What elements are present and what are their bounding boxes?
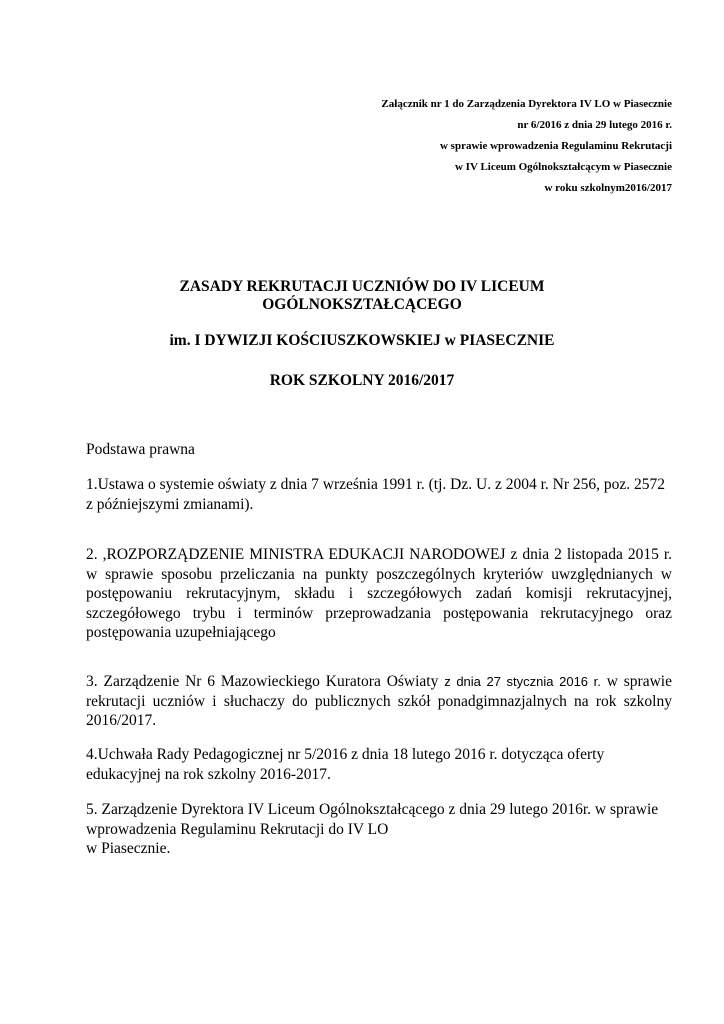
school-name: im. I DYWIZJI KOŚCIUSZKOWSKIEJ w PIASECZNIE (169, 332, 555, 349)
school-year-title: ROK SZKOLNY 2016/2017 (269, 372, 455, 389)
document-title (0, 278, 724, 314)
annex-line-3: w sprawie wprowadzenia Regulaminu Rekrutacji (439, 140, 672, 152)
title-line-2: OGÓLNOKSZTAŁCĄCEGO (262, 296, 462, 313)
legal-item-3-end: w sprawie rekrutacji uczniów i słuchaczy do publicznych szkół ponadgimnazjalnych na rok szkolny 2016/2017. (86, 673, 672, 729)
annex-line-1: Załącznik nr 1 do Zarządzenia Dyrektora IV LO w Piasecznie (381, 98, 672, 110)
legal-item-1: 1.Ustawa o systemie oświaty z dnia 7 września 1991 r. (tj. Dz. U. z 2004 r. Nr 256, poz. 2572 z późniejszymi zmianami). (86, 476, 665, 513)
annex-header (252, 94, 672, 199)
legal-item-2: 2. ,ROZPORZĄDZENIE MINISTRA EDUKACJI NARODOWEJ z dnia 2 listopada 2015 r. w sprawie sposobu przeliczania na punkty poszczególnych kryteriów uwzględnianych w postępowaniu rekrutacyjnym, składu i szczegółowych zadań komisji rekrutacyjnej, szczegółowego trybu i terminów przeprowadzania postępowania rekrutacyjnego oraz postępowania uzupełniającego (86, 546, 672, 641)
annex-line-5: w roku szkolnym2016/2017 (544, 182, 672, 194)
legal-item-3 (86, 672, 672, 731)
title-line-1: ZASADY REKRUTACJI UCZNIÓW DO IV LICEUM (179, 278, 545, 295)
legal-item-5-line-1: 5. Zarządzenie Dyrektora IV Liceum Ogólnokształcącego z dnia 29 lutego 2016r. w sprawie wprowadzenia Regulaminu Rekrutacji do IV LO (86, 801, 659, 838)
annex-line-4: w IV Liceum Ogólnokształcącym w Piasecznie (454, 161, 672, 173)
annex-line-2: nr 6/2016 z dnia 29 lutego 2016 r. (517, 119, 672, 131)
legal-item-3-start: 3. Zarządzenie Nr 6 Mazowieckiego Kuratora Oświaty (86, 673, 445, 690)
legal-item-4: 4.Uchwała Rady Pedagogicznej nr 5/2016 z dnia 18 lutego 2016 r. dotycząca oferty edukacyjnej na rok szkolny 2016-2017. (86, 746, 605, 783)
legal-item-3-date: z dnia 27 stycznia 2016 r. (444, 674, 601, 689)
legal-item-5 (86, 800, 672, 859)
legal-basis-heading: Podstawa prawna (86, 441, 195, 458)
legal-item-5-line-2: w Piasecznie. (86, 840, 171, 857)
